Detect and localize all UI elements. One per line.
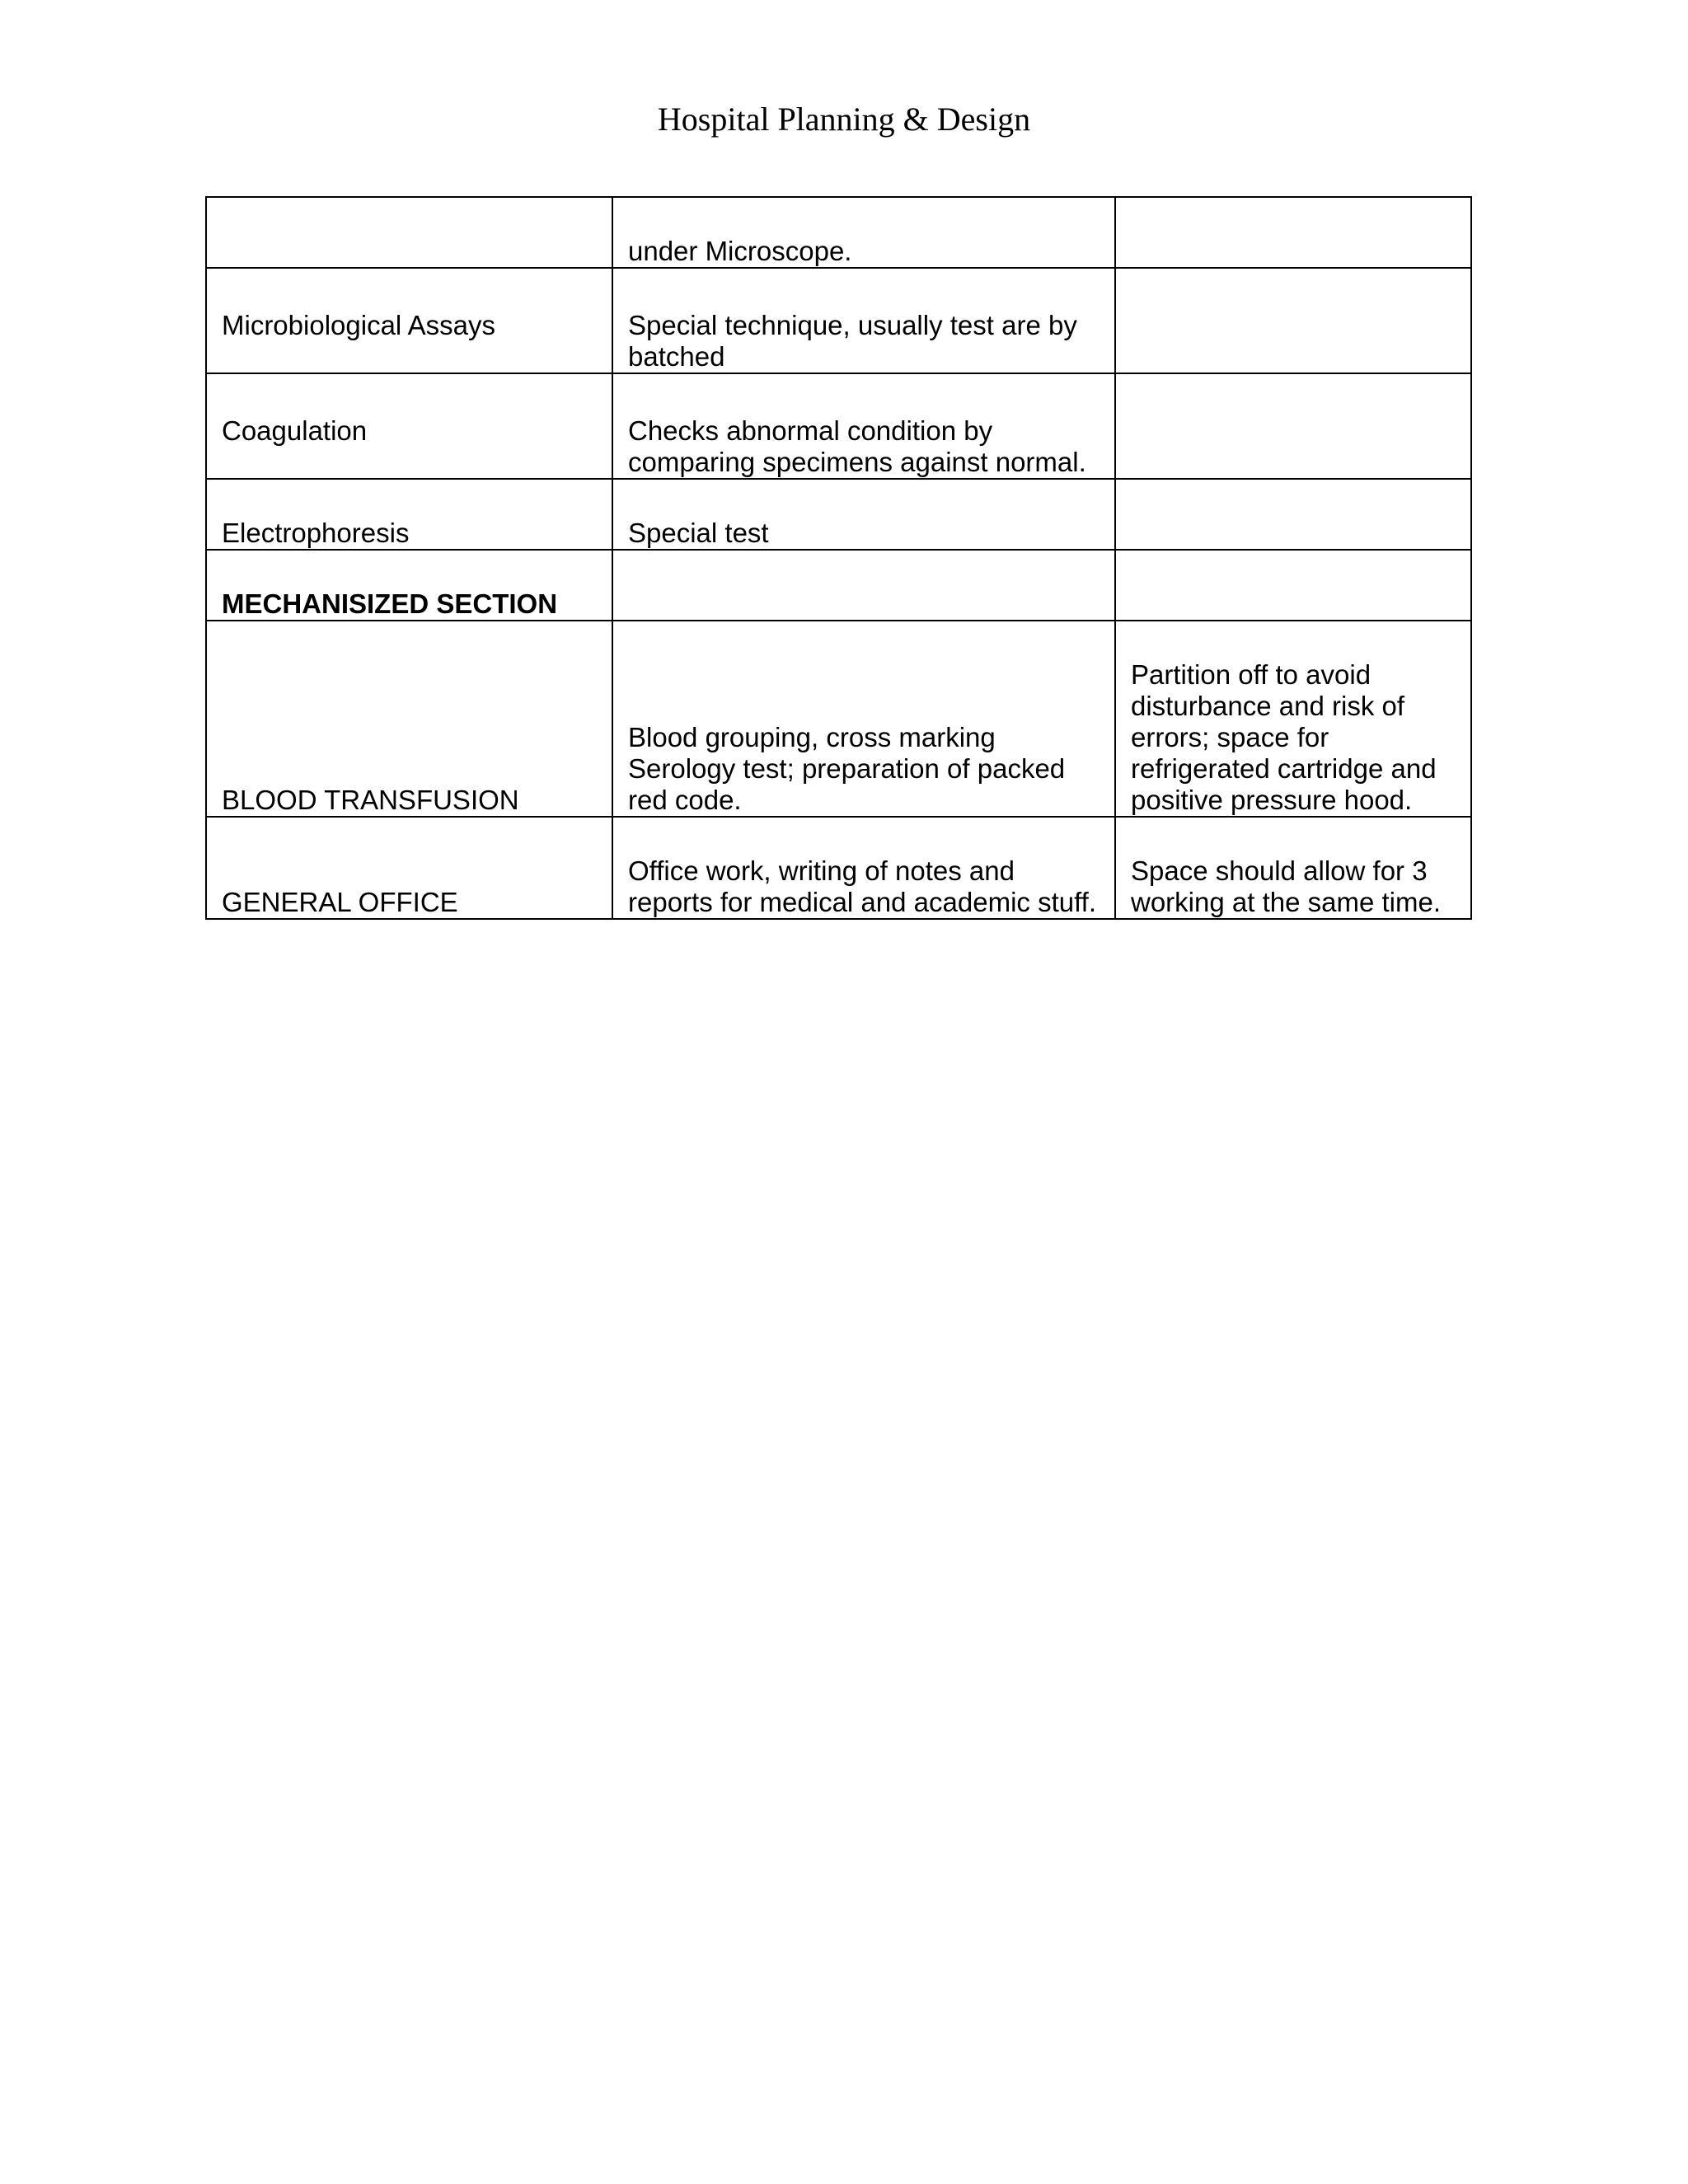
- table-cell-remarks: [1115, 268, 1471, 373]
- table-cell-function: [612, 550, 1115, 621]
- table-row: [206, 373, 1471, 479]
- table-cell-area: [206, 197, 612, 268]
- table-cell-remarks: [1115, 550, 1471, 621]
- table-cell-function: Special technique, usually test are by batched: [612, 268, 1115, 373]
- table-cell-remarks: [1115, 479, 1471, 550]
- table-row: [206, 550, 1471, 621]
- page-header-title: Hospital Planning & Design: [657, 101, 1031, 138]
- table-cell-area: GENERAL OFFICE: [206, 817, 612, 919]
- table-cell-area: Microbiological Assays: [206, 268, 612, 373]
- table-row: [206, 479, 1471, 550]
- table-cell-function: Blood grouping, cross marking Serology test; preparation of packed red code.: [612, 621, 1115, 817]
- table-cell-remarks: Partition off to avoid disturbance and risk of errors; space for refrigerated cartridge and positive pressure hood.: [1115, 621, 1471, 817]
- table-cell-remarks: [1115, 197, 1471, 268]
- table-row: [206, 268, 1471, 373]
- table-cell-area: BLOOD TRANSFUSION: [206, 621, 612, 817]
- table-row: [206, 817, 1471, 919]
- table-cell-area: Electrophoresis: [206, 479, 612, 550]
- table-cell-function: Office work, writing of notes and reports for medical and academic stuff.: [612, 817, 1115, 919]
- table-cell-remarks: [1115, 373, 1471, 479]
- table-cell-function: Checks abnormal condition by comparing specimens against normal.: [612, 373, 1115, 479]
- table-row: [206, 197, 1471, 268]
- table-cell-function: Special test: [612, 479, 1115, 550]
- table-row: [206, 621, 1471, 817]
- table-cell-function: under Microscope.: [612, 197, 1115, 268]
- section-heading-cell: MECHANISIZED SECTION: [206, 550, 612, 621]
- table-cell-area: Coagulation: [206, 373, 612, 479]
- table-cell-remarks: Space should allow for 3 working at the same time.: [1115, 817, 1471, 919]
- requirements-table: [205, 196, 1472, 920]
